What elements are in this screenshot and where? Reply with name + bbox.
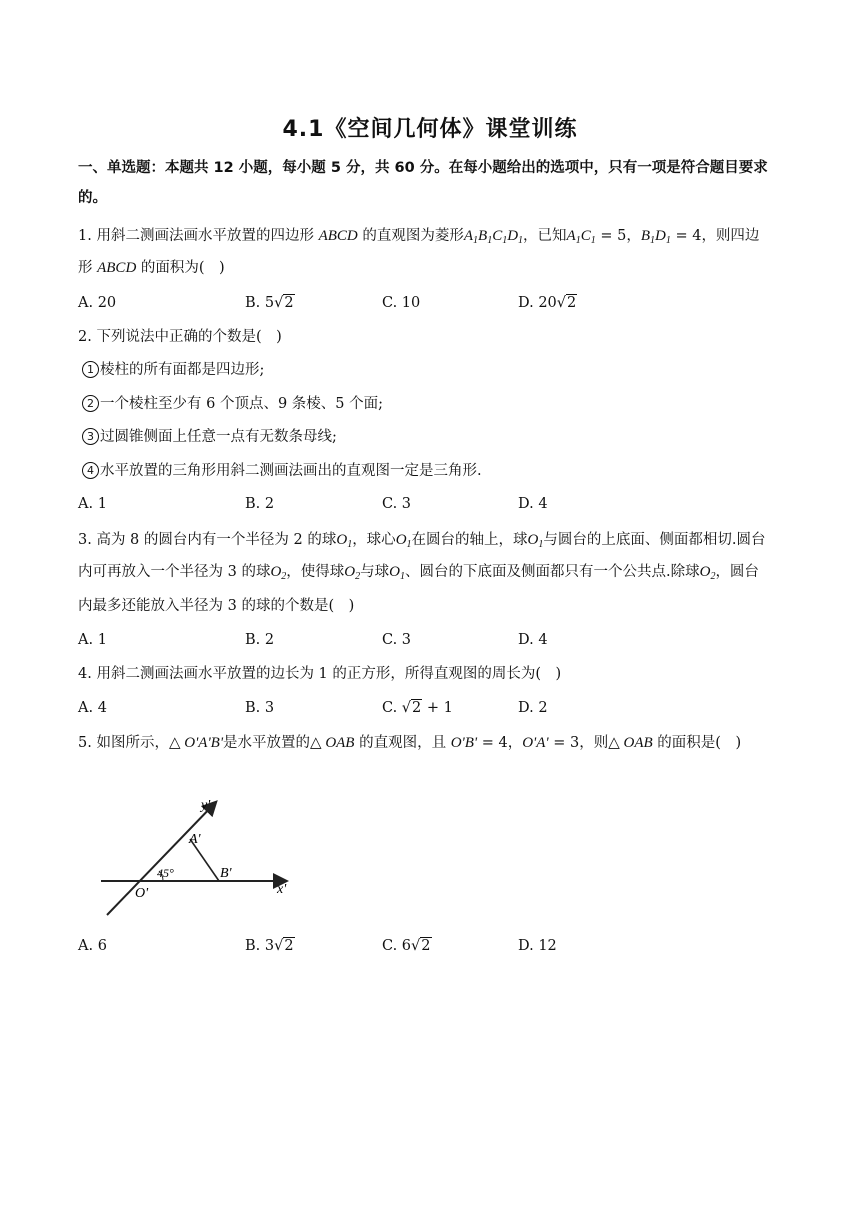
q2-statement-2: 2 一个棱柱至少有 6 个顶点、9 条棱、5 个面;	[82, 394, 383, 414]
q4-option-b[interactable]: B. 3	[245, 700, 275, 716]
q1-stem-line1: 1. 用斜二测画法画水平放置的四边形 ABCD 的直观图为菱形$A_1B_1C_1D_1$，已知$A_1C_1 = 5$，$B_1D_1 = 4$，则四边	[78, 228, 760, 246]
q5-option-b[interactable]: B. 3√2	[245, 938, 294, 954]
label-b: B'	[220, 866, 232, 881]
q1-stem-line2: 形 ABCD 的面积为( )	[78, 260, 225, 276]
q3-option-a[interactable]: A. 1	[78, 632, 107, 648]
q4-option-d[interactable]: D. 2	[518, 700, 548, 716]
label-o: O'	[135, 886, 149, 901]
q2-option-b[interactable]: B. 2	[245, 496, 275, 512]
q5-stem: 5. 如图所示，△ O'A'B'是水平放置的△ OAB 的直观图，且 O'B' = 4，O'A' = 3，则△ OAB 的面积是( )	[78, 735, 742, 751]
q5-option-c[interactable]: C. 6√2	[382, 938, 431, 954]
q2-stem: 2. 下列说法中正确的个数是( )	[78, 329, 282, 345]
q4-option-a[interactable]: A. 4	[78, 700, 107, 716]
q3-stem-line2: 内可再放入一个半径为 3 的球$O_2$，使得球$O_2$与球$O_1$、圆台的下底面及侧面都只有一个公共点.除球$O_2$，圆台	[78, 564, 759, 582]
q3-option-d[interactable]: D. 4	[518, 632, 548, 648]
section-heading: 一、单选题：本题共 12 小题，每小题 5 分，共 60 分。在每小题给出的选项中，只有一项是符合题目要求	[78, 160, 768, 176]
q1-option-a[interactable]: A. 20	[78, 295, 117, 311]
q1-option-d[interactable]: D. 20√2	[518, 295, 577, 311]
q2-statement-3: 3 过圆锥侧面上任意一点有无数条母线;	[82, 427, 337, 447]
label-x: x'	[277, 882, 287, 897]
q2-statement-4: 4 水平放置的三角形用斜二测画法画出的直观图一定是三角形.	[82, 461, 482, 481]
label-a: A'	[189, 832, 201, 847]
section-heading-cont: 的。	[78, 190, 107, 206]
q4-option-c[interactable]: C. √2 + 1	[382, 700, 453, 716]
q3-stem-line3: 内最多还能放入半径为 3 的球的个数是( )	[78, 598, 355, 614]
q5-figure	[95, 795, 315, 925]
q1-option-c[interactable]: C. 10	[382, 295, 421, 311]
q2-statement-1: 1 棱柱的所有面都是四边形;	[82, 360, 264, 380]
page-title: 4.1《空间几何体》课堂训练	[282, 117, 578, 142]
y-axis	[107, 803, 215, 915]
q2-option-c[interactable]: C. 3	[382, 496, 412, 512]
label-y: y'	[201, 798, 211, 813]
label-angle: 45°	[157, 866, 174, 880]
q4-stem: 4. 用斜二测画法画水平放置的边长为 1 的正方形，所得直观图的周长为( )	[78, 666, 562, 682]
q2-option-a[interactable]: A. 1	[78, 496, 107, 512]
q2-option-d[interactable]: D. 4	[518, 496, 548, 512]
q5-option-a[interactable]: A. 6	[78, 938, 107, 954]
q1-option-b[interactable]: B. 5√2	[245, 295, 294, 311]
q3-option-b[interactable]: B. 2	[245, 632, 275, 648]
q3-option-c[interactable]: C. 3	[382, 632, 412, 648]
q5-option-d[interactable]: D. 12	[518, 938, 557, 954]
q3-stem-line1: 3. 高为 8 的圆台内有一个半径为 2 的球$O_1$，球心$O_1$在圆台的轴上，球$O_1$与圆台的上底面、侧面都相切.圆台	[78, 532, 766, 550]
